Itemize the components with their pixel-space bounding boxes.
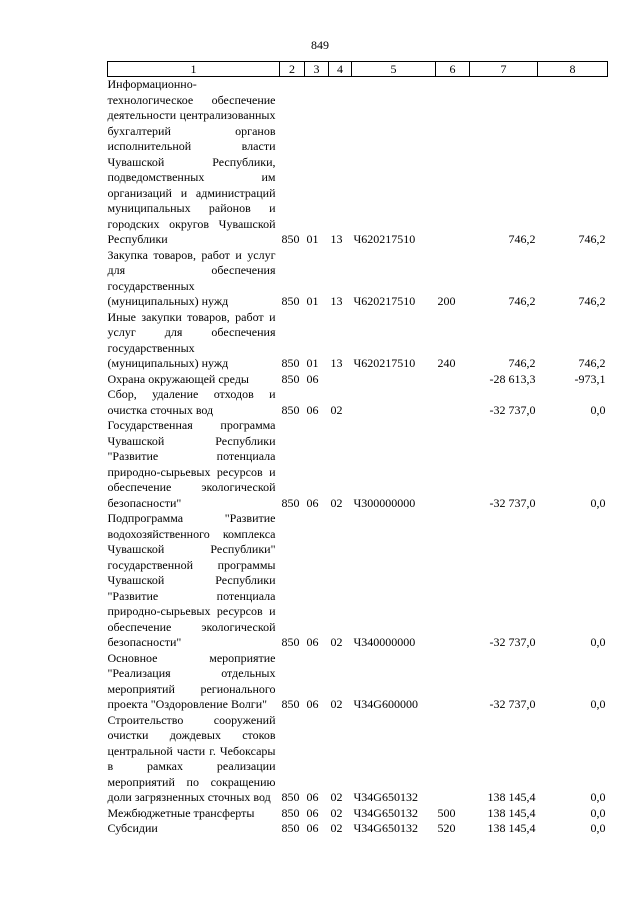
row-expense-type [436,713,470,806]
row-amount-2: 0,0 [590,805,606,820]
row-amount-1: 138 145,4 [487,805,536,820]
row-target-article [352,372,436,388]
header-cell-7: 7 [470,62,538,77]
row-admin-code: 850 [281,402,300,417]
row-target-article: Ч34G650132 [353,790,418,804]
row-subsection: 02 [330,402,343,417]
row-admin-code: 850 [281,356,300,370]
row-target-article: Ч300000000 [353,495,416,510]
row-admin-code: 850 [281,495,300,510]
header-cell-4: 4 [329,62,352,77]
row-subsection: 02 [330,805,343,820]
row-amount-1: 746,2 [508,294,536,308]
row-amount-2: 0,0 [590,635,606,649]
header-cell-5: 5 [352,62,436,77]
row-expense-type: 500 [437,805,456,820]
row-admin-code: 850 [281,790,300,804]
row-amount-1: -32 737,0 [489,402,536,417]
row-target-article: Ч340000000 [353,635,416,649]
row-admin-code: 850 [281,371,300,386]
row-amount-1: 746,2 [508,356,536,370]
row-section: 01 [306,232,319,246]
row-target-article: Ч620217510 [353,232,416,246]
row-amount-2: 0,0 [590,821,606,835]
row-name: Подпрограмма "Развитие водохозяйственного комплекса Чувашской Республики" государственной программы Чувашской Республики "Развитие потенциала природно-сырьевых ресурсов и обеспечение экологической безопасности" [107,511,276,649]
row-name: Сбор, удаление отходов и очистка сточных вод [107,387,276,417]
row-name: Субсидии [107,821,158,835]
row-target-article: Ч620217510 [353,356,416,370]
budget-table [107,61,608,837]
table-row [108,806,608,822]
row-admin-code: 850 [281,635,300,649]
row-subsection: 02 [330,821,343,835]
row-subsection [329,372,352,388]
row-expense-type: 200 [437,294,456,308]
row-expense-type [436,77,470,248]
header-cell-2: 2 [280,62,305,77]
row-amount-1: -32 737,0 [489,635,536,649]
row-amount-2: -973,1 [574,371,606,386]
row-section: 06 [306,371,319,386]
row-target-article [352,387,436,418]
page-number: 849 [311,38,329,52]
row-subsection: 02 [330,697,343,711]
row-expense-type [436,418,470,511]
row-amount-1: -32 737,0 [489,697,536,711]
row-section: 06 [306,697,319,711]
row-amount-2: 746,2 [578,356,606,370]
row-expense-type [436,511,470,651]
row-name: Межбюджетные трансферты [107,805,255,820]
row-name: Основное мероприятие "Реализация отдельных мероприятий регионального проекта "Оздоровление Волги" [107,650,276,711]
row-subsection: 13 [330,232,343,246]
row-name: Иные закупки товаров, работ и услуг для обеспечения государственных (муниципальных) нужд [107,309,276,370]
row-amount-2: 746,2 [578,294,606,308]
row-amount-1: 746,2 [508,232,536,246]
table-header [108,62,608,77]
row-expense-type [436,651,470,713]
row-target-article: Ч34G600000 [353,697,418,711]
row-section: 06 [306,495,319,510]
row-amount-1: 138 145,4 [487,790,536,804]
header-cell-6: 6 [436,62,470,77]
table-row [108,387,608,418]
row-admin-code: 850 [281,821,300,835]
row-amount-2: 0,0 [590,697,606,711]
row-expense-type [436,387,470,418]
row-target-article: Ч34G650132 [353,805,418,820]
row-section: 06 [306,805,319,820]
row-admin-code: 850 [281,294,300,308]
row-admin-code: 850 [281,697,300,711]
row-amount-2: 0,0 [590,495,606,510]
row-section: 06 [306,790,319,804]
row-amount-1: 138 145,4 [487,821,536,835]
header-cell-3: 3 [305,62,329,77]
row-amount-2: 0,0 [590,790,606,804]
row-subsection: 13 [330,356,343,370]
row-subsection: 02 [330,495,343,510]
row-section: 01 [306,294,319,308]
row-admin-code: 850 [281,805,300,820]
table-row [108,77,608,248]
table-row [108,310,608,372]
row-subsection: 02 [330,790,343,804]
row-name: Информационно-технологическое обеспечение деятельности централизованных бухгалтерий органов исполнительной власти Чувашской Республики, подведомственных им организаций и администраций муниципальных районов и городских округов Чувашской Республики [107,77,276,246]
table-row [108,418,608,511]
row-amount-2: 746,2 [578,232,606,246]
row-section: 06 [306,635,319,649]
header-row [108,62,608,77]
row-target-article: Ч34G650132 [353,821,418,835]
row-section: 06 [306,821,319,835]
table-row [108,372,608,388]
table-body [108,77,608,837]
row-amount-2: 0,0 [590,402,606,417]
header-cell-1: 1 [108,62,280,77]
table-row [108,821,608,837]
row-name: Закупка товаров, работ и услуг для обеспечения государственных (муниципальных) нужд [107,247,276,308]
row-subsection: 13 [330,294,343,308]
row-name: Охрана окружающей среды [107,371,249,386]
table-row [108,511,608,651]
row-amount-1: -32 737,0 [489,495,536,510]
row-target-article: Ч620217510 [353,294,416,308]
row-name: Строительство сооружений очистки дождевых стоков центральной части г. Чебоксары в рамках реализации мероприятий по сокращению доли загрязненных сточных вод [107,712,276,804]
row-section: 06 [306,402,319,417]
header-cell-8: 8 [538,62,608,77]
row-name: Государственная программа Чувашской Республики "Развитие потенциала природно-сырьевых ресурсов и обеспечение экологической безопасности" [107,418,276,510]
table-row [108,248,608,310]
row-expense-type: 520 [437,821,456,835]
row-subsection: 02 [330,635,343,649]
table-row [108,713,608,806]
row-section: 01 [306,356,319,370]
table-row [108,651,608,713]
row-expense-type [436,372,470,388]
row-admin-code: 850 [281,232,300,246]
row-amount-1: -28 613,3 [489,371,536,386]
row-expense-type: 240 [437,356,456,370]
